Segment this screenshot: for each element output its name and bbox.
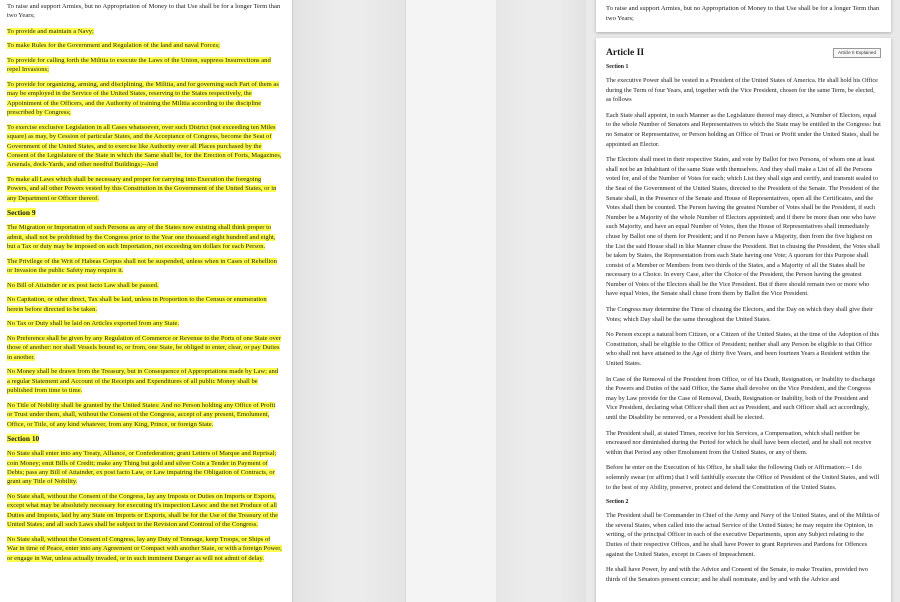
section10-paragraph [7, 492, 282, 530]
section1-heading: Section 1 [606, 64, 629, 70]
pane-divider [496, 0, 586, 602]
right-document-pane[interactable] [586, 0, 900, 602]
section9-paragraph [7, 367, 282, 395]
highlighted-text: No Capitation, or other direct, Tax shall be laid, unless in Proportion to the Census or enumeration herein before directed to be taken. [7, 296, 267, 313]
article-paragraph: No Person except a natural born Citizen, or a Citizen of the United States, at the time of the Adoption of this Constitution, shall be eligible to the Office of President; neither shall any Person be eligible to that Office who shall not have attained to the Age of thirty five Years, and been fourteen Years a Resident within the United States. [606, 331, 879, 368]
article-card[interactable] [596, 38, 891, 602]
highlighted-text: To provide for organizing, arming, and disciplining, the Militia, and for governing such Part of them as may be employed in the Service of the United States, reserving to the States respectively, the Appointment of the Officers, and the Authority of training the Militia according to the discipline prescribed by Congress; [7, 81, 279, 117]
section9-paragraph [7, 295, 282, 314]
article-title: Article II [606, 47, 645, 58]
article-paragraph: The executive Power shall be vested in a President of the United States of America. He shall hold his Office during the Term of four Years, and, together with the Vice President, chosen for the same Term, be elected, as follows [606, 77, 878, 104]
section10-paragraph [7, 535, 282, 563]
highlighted-heading: Section 9 [7, 208, 36, 218]
left-document-content [0, 0, 292, 563]
highlighted-text: No Tax or Duty shall be laid on Articles exported from any State. [7, 320, 180, 328]
highlighted-text: No Preference shall be given by any Regulation of Commerce or Revenue to the Ports of one State over those of another: nor shall Vessels bound to, or from, one State, be obliged to enter, clear, or pay Duties in another. [7, 335, 281, 361]
highlighted-text: No State shall, without the Consent of Congress, lay any Duty of Tonnage, keep Troops, or Ships of War in time of Peace, enter into any Agreement or Compact with another State, or with a foreign Power, or engage in War, unless actually invaded, or in such imminent Danger as will not admit of delay. [7, 535, 282, 562]
highlighted-text: The Privilege of the Writ of Habeas Corpus shall not be suspended, unless when in Cases of Rebellion or Invasion the public Safety may require it. [7, 257, 277, 275]
section10-heading [7, 434, 282, 444]
previous-clause-text: To raise and support Armies, but no Appropriation of Money to that Use shall be for a longer Term than two Years; [606, 5, 880, 22]
section8-paragraph [7, 56, 282, 75]
highlighted-text: To provide and maintain a Navy; [7, 27, 94, 35]
previous-clause-card[interactable] [596, 0, 891, 32]
section8-paragraph [7, 80, 282, 118]
highlighted-text: No Money shall be drawn from the Treasury, but in Consequence of Appropriations made by Law; and a regular Statement and Account of the Receipts and Expenditures of all public Money shall be published from time to time. [7, 368, 279, 395]
middle-empty-pane [405, 0, 497, 602]
article-paragraph: The Electors shall meet in their respective States, and vote by Ballot for two Persons, of whom one at least shall not be an Inhabitant of the same State with themselves. And they shall make a List of all the Persons voted for, and of the Number of Votes for each; which List they shall sign and certify, and transmit sealed to the Seat of the Government of the United States, directed to the President of the Senate. The President of the Senate shall, in the Presence of the Senate and House of Representatives, open all the Certificates, and the Votes shall then be counted. The Person having the greatest Number of Votes shall be the President, if such Number be a Majority of the whole Number of Electors appointed; and if there be more than one who have such Majority, and have an equal Number of Votes, then the House of Representatives shall immediately chuse by Ballot one of them for President; and if no Person have a Majority, then from the five highest on the List the said House shall in like Manner chuse the President. But in chusing the President, the Votes shall be taken by States, the Representation from each State having one Vote; A quorum for this Purpose shall consist of a Member or Members from two thirds of the States, and a Majority of all the States shall be necessary to a Choice. In every Case, after the Choice of the President, the Person having the greatest Number of Votes of the Electors shall be the Vice President. But if there should remain two or more who have equal Votes, the Senate shall chuse from them by Ballot the Vice President. [606, 156, 880, 298]
pane-divider [293, 0, 405, 602]
highlighted-text: To provide for calling forth the Militia to execute the Laws of the Union, suppress Insurrections and repel Invasions; [7, 57, 271, 74]
section8-paragraph [7, 175, 282, 203]
article-paragraph: Each State shall appoint, in such Manner as the Legislature thereof may direct, a Number of Electors, equal to the whole Number of Senators and Representatives to which the State may be entitled in the Congress: but no Senator or Representative, or Person holding an Office of Trust or Profit under the United States, shall be appointed an Elector. [606, 111, 881, 148]
highlighted-text: No Bill of Attainder or ex post facto Law shall be passed. [7, 281, 159, 289]
article-header [606, 46, 881, 59]
article-paragraph: The President shall be Commander in Chief of the Army and Navy of the United States, and of the Militia of the several States, when called into the actual Service of the United States; he may require the Opinion, in writing, of the principal Officer in each of the executive Departments, upon any Subject relating to the Duties of their respective Offices, and he shall have Power to grant Reprieves and Pardons for Offences against the United States, except in Cases of Impeachment. [606, 512, 880, 558]
section9-paragraph [7, 319, 282, 328]
highlighted-text: No Title of Nobility shall be granted by the United States: And no Person holding any Office of Profit or Trust under them, shall, without the Consent of the Congress, accept of any present, Emolument, Office, or Title, of any kind whatever, from any King, Prince, or foreign State. [7, 401, 276, 428]
section2-heading: Section 2 [606, 499, 629, 506]
highlighted-text: The Migration or Importation of such Persons as any of the States now existing shall think proper to admit, shall not be prohibited by the Congress prior to the Year one thousand eight hundred and eight, but a Tax or duty may be imposed on such Importation, not exceeding ten dollars for each Person. [7, 224, 276, 251]
article-paragraph: The President shall, at stated Times, receive for his Services, a Compensation, which shall neither be encreased nor diminished during the Period for which he shall have been elected, and he shall not receive within that Period any other Emolument from the United States, or any of them. [606, 429, 872, 456]
article-paragraph: He shall have Power, by and with the Advice and Consent of the Senate, to make Treaties, provided two thirds of the Senators present concur; and he shall nominate, and by and with the Advice and [606, 566, 868, 583]
section10-paragraph [7, 449, 282, 487]
section9-paragraph [7, 281, 282, 290]
left-intro-paragraph: To raise and support Armies, but no Appropriation of Money to that Use shall be for a longer Term than two Years; [7, 3, 281, 20]
section9-heading [7, 208, 282, 218]
highlighted-text: No State shall enter into any Treaty, Alliance, or Confederation; grant Letters of Marque and Reprisal; coin Money; emit Bills of Credit; make any Thing but gold and silver Coin a Tender in Payment of Debts; pass any Bill of Attainder, ex post facto Law, or Law impairing the Obligation of Contracts, or grant any Title of Nobility. [7, 450, 277, 486]
highlighted-text: To make Rules for the Government and Regulation of the land and naval Forces; [7, 42, 220, 50]
article-explained-button[interactable]: Article II Explained [833, 48, 881, 58]
highlighted-text: To make all Laws which shall be necessary and proper for carrying into Execution the foregoing Powers, and all other Powers vested by this Constitution in the Government of the United States, or in any Department or Officer thereof. [7, 176, 277, 202]
highlighted-heading: Section 10 [7, 434, 40, 444]
section8-paragraph [7, 27, 282, 36]
section9-paragraph [7, 334, 282, 362]
article-paragraph: The Congress may determine the Time of chusing the Electors, and the Day on which they shall give their Votes; which Day shall be the same throughout the United States. [606, 306, 874, 323]
section9-paragraph [7, 257, 282, 276]
highlighted-text: No State shall, without the Consent of the Congress, lay any Imposts or Duties on Imports or Exports, except what may be absolutely necessary for executing it's inspection Laws: and the net Produce of all Duties and Imposts, laid by any State on Imports or Exports, shall be for the Use of the Treasury of the United States; and all such Laws shall be subject to the Revision and Controul of the Congress. [7, 493, 279, 529]
section9-paragraph [7, 223, 282, 251]
article-paragraph: In Case of the Removal of the President from Office, or of his Death, Resignation, or Inability to discharge the Powers and Duties of the said Office, the Same shall devolve on the Vice President, and the Congress may by Law provide for the Case of Removal, Death, Resignation or Inability, both of the President and Vice President, declaring what Officer shall then act as President, and such Officer shall act accordingly, until the Disability be removed, or a President shall be elected. [606, 375, 876, 421]
article-paragraph: Before he enter on the Execution of his Office, he shall take the following Oath or Affirmation:-- I do solemnly swear (or affirm) that I will faithfully execute the Office of President of the United States, and will to the best of my Ability, preserve, protect and defend the Constitution of the United States. [606, 464, 880, 491]
highlighted-text: To exercise exclusive Legislation in all Cases whatsoever, over such District (not exceeding ten Miles square) as may, by Cession of particular States, and the Acceptance of Congress, become the Seat of Government of the United States, and to exercise like Authority over all Places purchased by the Consent of the Legislature of the State in which the Same shall be, for the Erection of Forts, Magazines, Arsenals, dock-Yards, and other needful Buildings;--And [7, 123, 282, 169]
section8-paragraph [7, 41, 282, 50]
section8-paragraph [7, 123, 282, 170]
section9-paragraph [7, 401, 282, 429]
left-document-pane[interactable] [0, 0, 293, 602]
